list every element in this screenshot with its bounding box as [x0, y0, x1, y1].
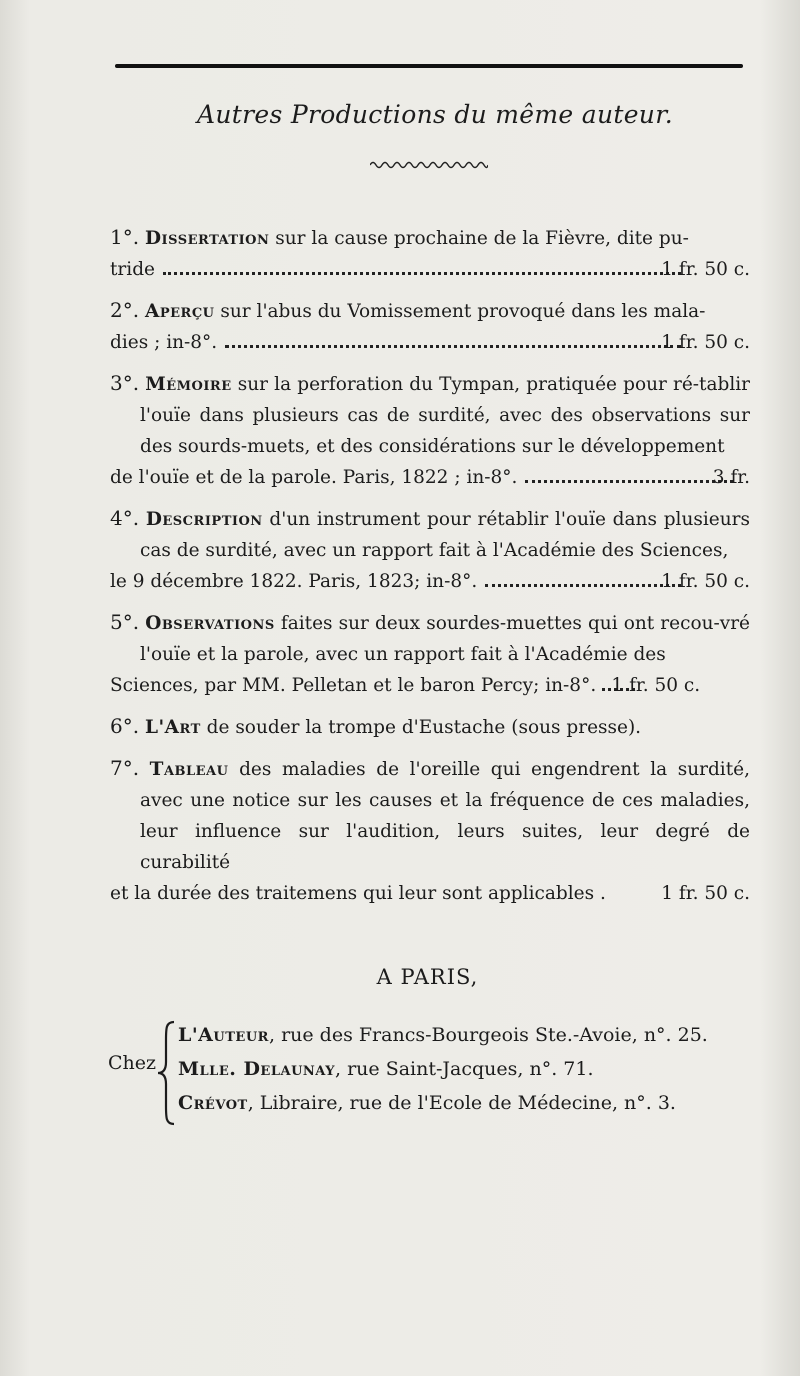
entry-text: sur l'abus du Vomissement provoqué dans les mala-	[214, 301, 706, 322]
chez-label: Chez	[108, 1052, 157, 1074]
top-rule	[115, 64, 743, 68]
seller-name: L'Auteur	[178, 1024, 269, 1046]
address-line	[178, 1018, 708, 1052]
seller-address: , rue Saint-Jacques, n°. 71.	[335, 1058, 594, 1080]
list-item	[110, 222, 750, 285]
entry-text: sur la perforation du Tympan, pratiquée pour ré-tablir l'ouïe dans plusieurs cas de surdité, avec des observations sur des sourds-muets, et des considérations sur le développement	[140, 374, 750, 457]
imprint-city: A PARIS,	[376, 965, 479, 989]
entry-heading: Description	[145, 509, 263, 530]
entry-price: 3 fr.	[712, 467, 750, 488]
address-line	[178, 1052, 708, 1086]
entry-price: 1 fr. 50 c.	[611, 675, 701, 696]
entry-text-last: de l'ouïe et de la parole. Paris, 1822 ; in-8°.	[110, 467, 518, 488]
entry-heading: L'Art	[144, 717, 201, 738]
entry-text: sur la cause prochaine de la Fièvre, dite pu-	[269, 228, 689, 249]
entry-text: d'un instrument pour rétablir l'ouïe dans plusieurs cas de surdité, avec un rapport fait à l'Académie des Sciences,	[140, 509, 750, 561]
leader-dots	[163, 272, 681, 275]
entry-number: 5°.	[110, 610, 140, 634]
entry-number: 2°.	[110, 298, 140, 322]
entry-heading: Observations	[145, 613, 275, 634]
entry-price: 1 fr. 50 c.	[661, 332, 750, 353]
entry-number: 6°.	[110, 714, 140, 738]
entry-text-last: le 9 décembre 1822. Paris, 1823; in-8°.	[110, 571, 478, 592]
entry-text: de souder la trompe d'Eustache (sous presse).	[200, 717, 642, 738]
seller-address: , Libraire, rue de l'Ecole de Médecine, n°. 3.	[247, 1092, 676, 1114]
address-line	[178, 1086, 708, 1120]
entry-number: 7°.	[110, 756, 140, 780]
entry-text-last: tride	[110, 259, 155, 280]
list-item	[110, 295, 750, 358]
seller-address: , rue des Francs-Bourgeois Ste.-Avoie, n°. 25.	[268, 1024, 708, 1046]
leader-dots	[525, 480, 732, 483]
list-item	[110, 368, 750, 493]
entry-price: 1 fr. 50 c.	[661, 571, 750, 592]
list-item	[110, 503, 750, 597]
entry-price: 1 fr. 50 c.	[661, 259, 750, 280]
leader-dots	[485, 584, 681, 587]
entry-number: 1°.	[110, 225, 140, 249]
entry-heading: Dissertation	[144, 228, 270, 249]
wavy-ornament	[370, 160, 488, 170]
page-title: Autres Productions du même auteur.	[197, 100, 673, 129]
entry-price: 1 fr. 50 c.	[661, 883, 750, 904]
publication-list	[110, 222, 750, 919]
entry-text-last: Sciences, par MM. Pelletan et le baron Percy; in-8°.	[110, 675, 597, 696]
list-item	[110, 607, 750, 701]
list-item	[110, 753, 750, 909]
entry-heading: Tableau	[149, 759, 229, 780]
entry-text: faites sur deux sourdes-muettes qui ont recou-vré l'ouïe et la parole, avec un rapport fait à l'Académie des	[140, 613, 750, 665]
list-item	[110, 711, 750, 743]
seller-name: Mlle. Delaunay	[178, 1058, 336, 1080]
entry-text-last: dies ; in-8°.	[110, 332, 218, 353]
entry-heading: Mémoire	[145, 374, 232, 395]
seller-name: Crévot	[178, 1092, 248, 1114]
entry-text-last: et la durée des traitemens qui leur sont applicables .	[110, 883, 606, 904]
entry-heading: Aperçu	[144, 301, 215, 322]
entry-number: 3°.	[110, 371, 140, 395]
leader-dots	[225, 345, 681, 348]
curly-brace-icon	[156, 1020, 178, 1126]
imprint-addresses	[108, 1018, 758, 1128]
entry-number: 4°.	[110, 506, 140, 530]
entry-text: des maladies de l'oreille qui engendrent la surdité, avec une notice sur les causes et la fréquence de ces maladies, leur influence sur l'audition, leurs suites, leur degré de curabilité	[140, 759, 750, 873]
